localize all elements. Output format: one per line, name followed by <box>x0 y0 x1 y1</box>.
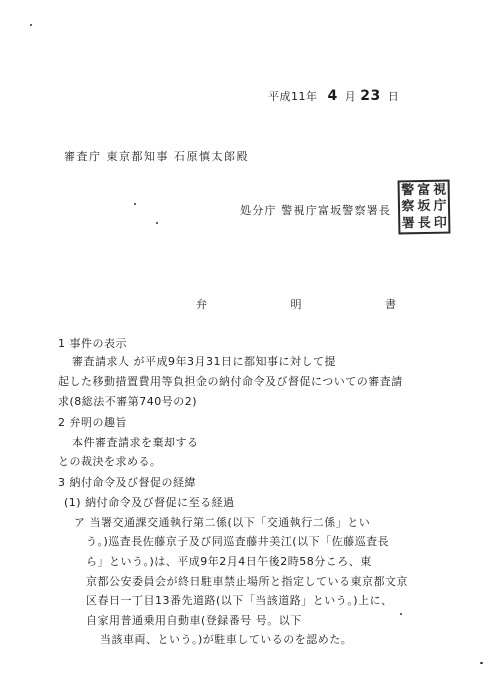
scan-speck <box>134 203 136 205</box>
seal-char: 察 <box>401 199 415 215</box>
body-line: 求(8総法不審第740号の2) <box>58 395 198 408</box>
seal-char: 富 <box>417 182 431 198</box>
scan-speck <box>30 24 32 26</box>
date-line <box>268 89 399 104</box>
scan-speck <box>156 222 158 224</box>
date-era: 平成11年 <box>268 90 318 103</box>
seal-char: 長 <box>417 216 431 232</box>
body-line: う。)巡査長佐藤京子及び同巡査藤井美江(以下「佐藤巡査長 <box>86 535 390 548</box>
body-line: 京都公安委員会が終日駐車禁止場所と指定している東京都文京 <box>86 575 408 588</box>
seal-char: 警 <box>401 182 415 199</box>
date-day-suffix: 日 <box>387 90 400 103</box>
seal-char: 視 <box>433 182 447 198</box>
date-day: 23 <box>360 88 381 104</box>
body-line: 起した移動措置費用等負担金の納付命令及び督促についての審査請 <box>58 375 403 388</box>
document-title: 弁 明 書 <box>196 298 436 311</box>
date-month-suffix: 月 <box>344 90 357 103</box>
body-line: ア 当署交通課交通執行第二係(以下「交通執行二係」とい <box>74 516 371 529</box>
body-line: 本件審査請求を棄却する <box>72 436 199 449</box>
body-line: 審査請求人 が平成9年3月31日に都知事に対して提 <box>72 355 336 368</box>
scan-speck <box>400 613 402 615</box>
body-line: 自家用普通乗用自動車(登録番号 号。以下 <box>86 614 302 627</box>
section-3-heading: 3 納付命令及び督促の経緯 <box>58 476 196 489</box>
subsection-heading: (1) 納付命令及び督促に至る経過 <box>64 496 235 509</box>
addressee: 審査庁 東京都知事 石原慎太郎殿 <box>64 150 249 163</box>
body-line: ら」という。)は、平成9年2月4日午後2時58分ころ、東 <box>86 555 372 568</box>
seal-char: 坂 <box>417 199 431 215</box>
body-line: 当該車両、という。)が駐車しているのを認めた。 <box>100 633 353 646</box>
body-line: 区春日一丁目13番先道路(以下「当該道路」という。)上に、 <box>86 594 393 607</box>
sender: 処分庁 警視庁富坂警察署長 <box>240 204 392 217</box>
date-month: 4 <box>327 88 338 104</box>
body-line: との裁決を求める。 <box>58 455 162 468</box>
official-seal <box>398 180 451 235</box>
seal-char: 庁 <box>433 199 447 215</box>
section-2-heading: 2 弁明の趣旨 <box>58 416 127 429</box>
scan-speck <box>480 662 483 664</box>
seal-char: 署 <box>401 216 415 232</box>
section-1-heading: 1 事件の表示 <box>58 337 127 350</box>
seal-char: 印 <box>433 215 447 231</box>
